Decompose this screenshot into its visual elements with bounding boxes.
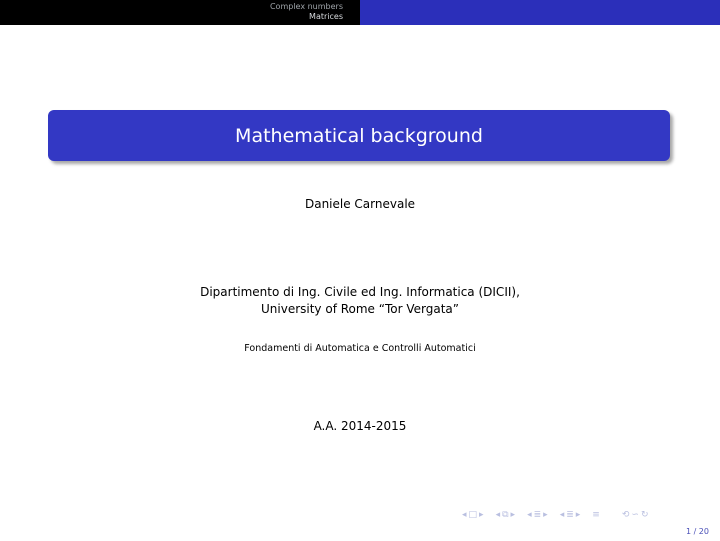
title-box	[48, 110, 670, 161]
affiliation-line-2: University of Rome “Tor Vergata”	[261, 302, 459, 316]
course-name: Fondamenti di Automatica e Controlli Automatici	[244, 343, 476, 354]
nav-next-frame-icon[interactable]: ▸	[479, 510, 484, 520]
beamer-navigation	[462, 508, 648, 522]
nav-prev-section-icon[interactable]: ◂	[527, 510, 532, 520]
section-link-matrices[interactable]: Matrices	[309, 12, 343, 21]
nav-next-subsection-icon[interactable]: ▸	[510, 510, 516, 520]
section-navigation	[270, 2, 343, 22]
academic-year: A.A. 2014-2015	[313, 419, 407, 433]
slide-title: Mathematical background	[235, 124, 483, 147]
affiliation-line-1: Dipartimento di Ing. Civile ed Ing. Informatica (DICII),	[200, 285, 520, 299]
header-right	[360, 0, 720, 25]
nav-frame-icon[interactable]: □	[468, 510, 478, 520]
page-number: 1 / 20	[685, 527, 709, 536]
affiliation	[0, 284, 720, 318]
nav-subsection-icon[interactable]: ⧉	[502, 510, 509, 520]
nav-next-document-icon[interactable]: ▸	[575, 510, 581, 520]
nav-document-icon[interactable]: ≣	[566, 510, 574, 520]
nav-forward-icon[interactable]: ↻	[640, 510, 649, 520]
nav-next-section-icon[interactable]: ▸	[543, 510, 548, 520]
nav-appendix-icon[interactable]: ≡	[592, 510, 600, 520]
nav-section-icon[interactable]: ≣	[533, 510, 542, 520]
nav-prev-subsection-icon[interactable]: ◂	[495, 510, 501, 520]
author-name: Daniele Carnevale	[304, 197, 416, 211]
nav-prev-frame-icon[interactable]: ◂	[462, 510, 467, 520]
nav-search-icon[interactable]: ⟲	[621, 510, 630, 520]
header-left	[0, 0, 360, 25]
header-bar	[0, 0, 720, 25]
nav-prev-document-icon[interactable]: ◂	[559, 510, 565, 520]
section-link-complex-numbers[interactable]: Complex numbers	[269, 2, 343, 11]
nav-back-icon[interactable]: ∽	[631, 510, 639, 520]
